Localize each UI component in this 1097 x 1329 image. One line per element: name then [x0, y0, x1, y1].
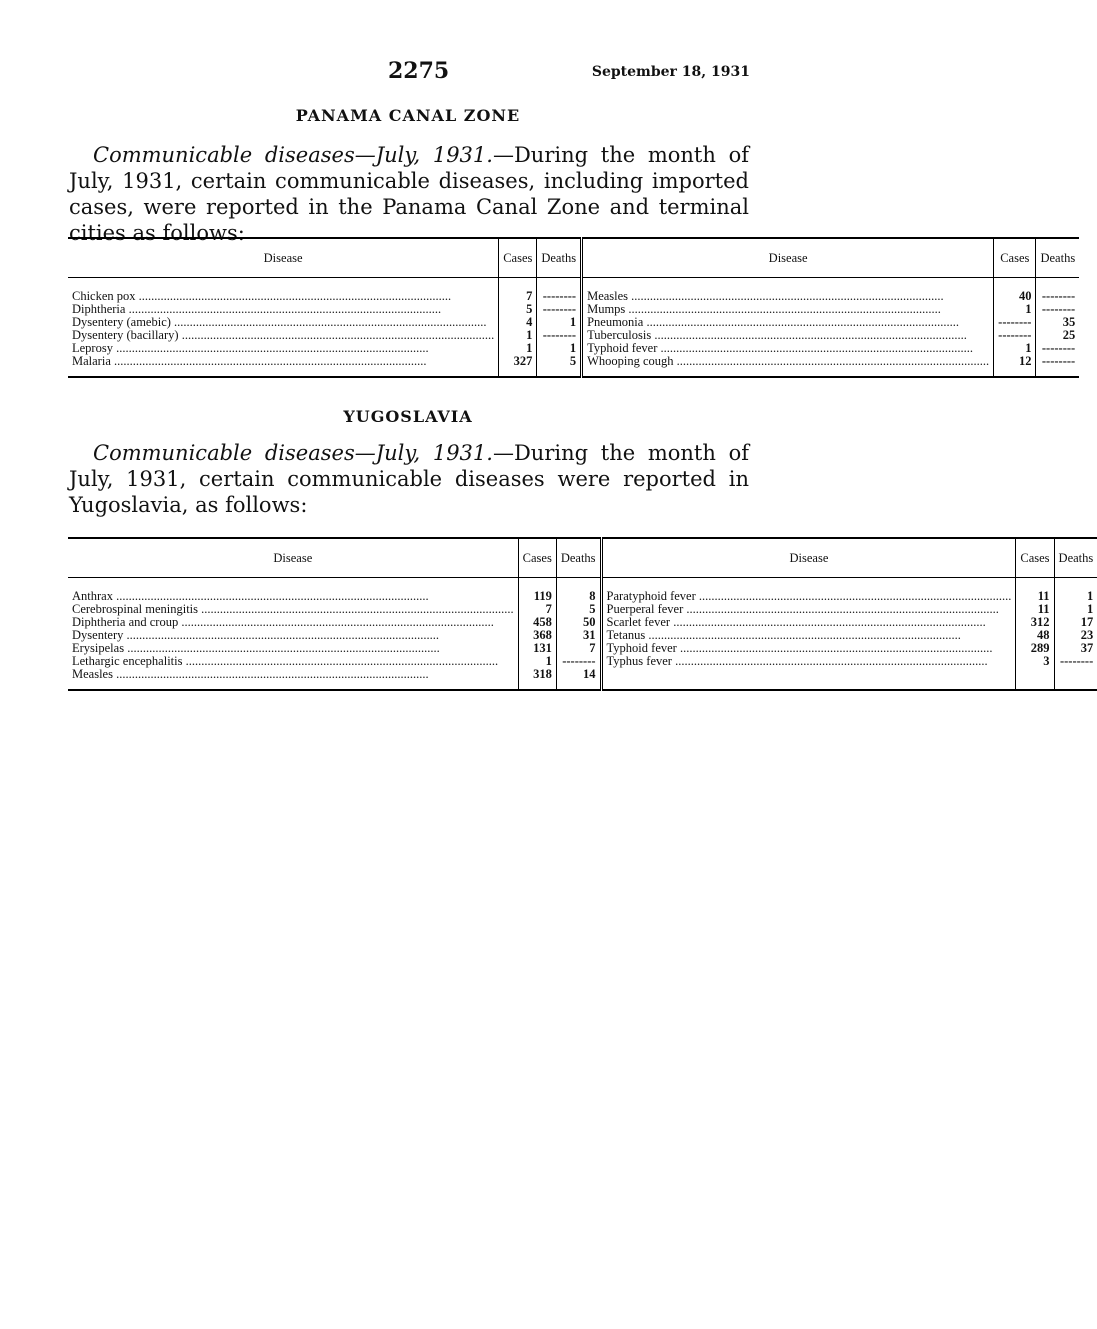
panama-intro-italic: Communicable diseases—July, 1931. [93, 143, 493, 167]
section-title-panama: PANAMA CANAL ZONE [295, 106, 521, 125]
spacer-cell [68, 368, 499, 377]
yugoslavia-intro-paragraph [69, 440, 749, 518]
cases-cell: 11 [1016, 590, 1054, 603]
deaths-cell: 23 [1054, 629, 1097, 642]
disease-name: Tetanus ..... [607, 629, 1012, 642]
table-header-row [68, 538, 1097, 578]
cases-cell: 4 [499, 316, 537, 329]
disease-name: Tuberculosis ..... [587, 329, 989, 342]
section-title-yugoslavia: YUGOSLAVIA [343, 407, 473, 426]
disease-name: Dysentery ..... [72, 629, 514, 642]
disease-cell [582, 355, 994, 368]
panama-disease-table [68, 237, 1079, 378]
spacer-cell [537, 368, 582, 377]
spacer-cell [518, 681, 556, 690]
disease-name: Anthrax ..... [72, 590, 514, 603]
table-header-row [68, 238, 1079, 278]
spacer-cell [556, 681, 601, 690]
disease-name: Diphtheria and croup ..... [72, 616, 514, 629]
disease-name: Malaria ..... [72, 355, 494, 368]
deaths-cell: -------- [537, 290, 582, 303]
column-header-deaths: Deaths [1054, 538, 1097, 578]
deaths-cell: 50 [556, 616, 601, 629]
disease-name: Chicken pox ..... [72, 290, 494, 303]
disease-cell [68, 668, 518, 681]
deaths-cell: 8 [556, 590, 601, 603]
disease-name: Mumps ..... [587, 303, 989, 316]
spacer-row [68, 681, 1097, 690]
cases-cell: 1 [499, 342, 537, 355]
deaths-cell: 1 [1054, 590, 1097, 603]
disease-name: Pneumonia ..... [587, 316, 989, 329]
column-header-disease: Disease [68, 238, 499, 278]
cases-cell: 312 [1016, 616, 1054, 629]
column-header-cases: Cases [994, 238, 1036, 278]
disease-cell [601, 655, 1016, 668]
cases-cell: 1 [994, 303, 1036, 316]
deaths-cell: 31 [556, 629, 601, 642]
deaths-cell: -------- [537, 329, 582, 342]
table-row [68, 355, 1079, 368]
column-header-cases: Cases [1016, 538, 1054, 578]
cases-cell: 318 [518, 668, 556, 681]
cases-cell: 5 [499, 303, 537, 316]
column-header-deaths: Deaths [556, 538, 601, 578]
disease-name: Dysentery (amebic) ..... [72, 316, 494, 329]
cases-cell: 368 [518, 629, 556, 642]
cases-cell: 40 [994, 290, 1036, 303]
cases-cell: 327 [499, 355, 537, 368]
spacer-cell [994, 368, 1036, 377]
spacer-cell [68, 681, 518, 690]
disease-name: Typhoid fever ..... [587, 342, 989, 355]
column-header-disease: Disease [601, 538, 1016, 578]
cases-cell: 3 [1016, 655, 1054, 668]
cases-cell: -------- [994, 316, 1036, 329]
disease-cell [601, 668, 1016, 681]
cases-cell: 12 [994, 355, 1036, 368]
cases-cell [1016, 668, 1054, 681]
disease-name: Erysipelas ..... [72, 642, 514, 655]
cases-cell: 1 [499, 329, 537, 342]
disease-name: Puerperal fever ..... [607, 603, 1012, 616]
deaths-cell: -------- [1036, 355, 1079, 368]
deaths-cell: 35 [1036, 316, 1079, 329]
yugoslavia-disease-table [68, 537, 1097, 691]
spacer-cell [601, 681, 1016, 690]
column-header-disease: Disease [68, 538, 518, 578]
cases-cell: -------- [994, 329, 1036, 342]
spacer-cell [1036, 368, 1079, 377]
yugoslavia-intro-italic: Communicable diseases—July, 1931. [93, 441, 493, 465]
cases-cell: 7 [499, 290, 537, 303]
deaths-cell: 14 [556, 668, 601, 681]
disease-name: Paratyphoid fever ..... [607, 590, 1012, 603]
cases-cell: 1 [994, 342, 1036, 355]
disease-name: Measles ..... [72, 668, 514, 681]
deaths-cell: 5 [556, 603, 601, 616]
cases-cell: 7 [518, 603, 556, 616]
column-header-cases: Cases [499, 238, 537, 278]
deaths-cell: 25 [1036, 329, 1079, 342]
deaths-cell: -------- [1036, 303, 1079, 316]
disease-name: Cerebrospinal meningitis ..... [72, 603, 514, 616]
panama-intro-paragraph [69, 142, 749, 246]
yugoslavia-table-body [68, 578, 1097, 691]
deaths-cell: 37 [1054, 642, 1097, 655]
column-header-disease: Disease [582, 238, 994, 278]
cases-cell: 11 [1016, 603, 1054, 616]
deaths-cell: -------- [1036, 342, 1079, 355]
spacer-cell [1016, 681, 1054, 690]
cases-cell: 1 [518, 655, 556, 668]
deaths-cell: -------- [1036, 290, 1079, 303]
disease-name: Typhus fever ..... [607, 655, 1012, 668]
page-header [0, 58, 816, 88]
disease-cell [68, 355, 499, 368]
deaths-cell [1054, 668, 1097, 681]
disease-name: Scarlet fever ..... [607, 616, 1012, 629]
disease-name: Lethargic encephalitis ..... [72, 655, 514, 668]
spacer-cell [1054, 681, 1097, 690]
spacer-row [68, 368, 1079, 377]
deaths-cell: 1 [537, 342, 582, 355]
cases-cell: 458 [518, 616, 556, 629]
deaths-cell: 1 [1054, 603, 1097, 616]
column-header-deaths: Deaths [1036, 238, 1079, 278]
cases-cell: 48 [1016, 629, 1054, 642]
deaths-cell: 17 [1054, 616, 1097, 629]
deaths-cell: 5 [537, 355, 582, 368]
column-header-cases: Cases [518, 538, 556, 578]
column-header-deaths: Deaths [537, 238, 582, 278]
disease-name: Whooping cough ..... [587, 355, 989, 368]
disease-name: Leprosy ..... [72, 342, 494, 355]
yugoslavia-intro-text: —During the month of July, 1931, certain communicable diseases were reported in Yugoslavia, as follows: [69, 441, 749, 517]
deaths-cell: -------- [537, 303, 582, 316]
deaths-cell: -------- [1054, 655, 1097, 668]
cases-cell: 131 [518, 642, 556, 655]
disease-name: Measles ..... [587, 290, 989, 303]
deaths-cell: 1 [537, 316, 582, 329]
deaths-cell: 7 [556, 642, 601, 655]
disease-name: Diphtheria ..... [72, 303, 494, 316]
disease-name: Typhoid fever ..... [607, 642, 1012, 655]
publication-date: September 18, 1931 [591, 64, 750, 80]
panama-table-body [68, 278, 1079, 378]
deaths-cell: -------- [556, 655, 601, 668]
page-number: 2275 [388, 58, 450, 84]
table-row [68, 668, 1097, 681]
spacer-cell [582, 368, 994, 377]
disease-name: Dysentery (bacillary) ..... [72, 329, 494, 342]
cases-cell: 289 [1016, 642, 1054, 655]
panama-intro-text: —During the month of July, 1931, certain communicable diseases, including imported cases, were reported in the Panama Canal Zone and terminal cities as follows: [69, 143, 749, 245]
cases-cell: 119 [518, 590, 556, 603]
spacer-cell [499, 368, 537, 377]
